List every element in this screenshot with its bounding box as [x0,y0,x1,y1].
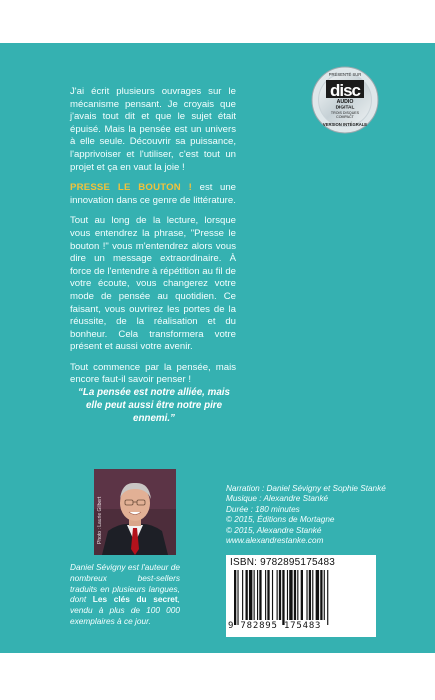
barcode-icon [232,570,372,625]
audio-cd-badge [311,66,379,134]
paragraph-intro: J'ai écrit plusieurs ouvrages sur le mécanisme pensant. Je croyais que j'avais tout dit et que le sujet était épuisé. Mais la pensée est un univers à elle seule. Découvrir sa puissance, l'apprivoiser et l'utiliser, c'est tout un projet et ça en vaut la joie ! [70,86,236,173]
barcode-digits: 9 782895 175483 [228,621,322,631]
badge-digital-text: DIGITAL [335,105,355,111]
badge-top-text: PRÉSENTÉ SUR [328,72,362,77]
credit-narration: Narration : Daniel Sévigny et Sophie Stanké [226,484,386,493]
photo-credit: Photo : Laurie Gilbert [97,496,103,544]
author-bio [70,562,180,627]
credit-copyright-stanke: © 2015, Alexandre Stanké [226,525,322,535]
badge-sub2-text: COMPACT [336,115,354,119]
presse-le-bouton-highlight: PRESSE LE BOUTON ! [70,182,193,194]
isbn-barcode-box [226,555,376,637]
paragraph-innovation-rest: est une innovation dans ce genre de littérature. [70,182,236,206]
production-credits [226,484,406,546]
credit-duration: Durée : 180 minutes [226,504,300,514]
paragraph-innovation [70,182,236,207]
credit-music: Musique : Alexandre Stanké [226,494,329,504]
bio-part2: , vendu à plus de 100 000 exemplaires à ce jour. [70,594,180,626]
credit-website: www.alexandrestanke.com [226,536,324,546]
pull-quote: “La pensée est notre alliée, mais elle peut aussi être notre pire ennemi.” [78,387,230,424]
badge-audio-text: AUDIO [336,99,354,105]
paragraph-closing: Tout commence par la pensée, mais encore faut-il savoir penser ! [70,361,236,386]
badge-sub1-text: TROIS DISQUES [330,111,360,115]
paragraph-description: Tout au long de la lecture, lorsque vous entendrez la phrase, "Presse le bouton !" vous m'entendrez alors vous dire un message extraordinaire. À force de l'entendre à répétition au fil de votre écoute, vous changerez votre mode de pensée au quotidien. Ce faisant, vous ouvrirez les portes de la réussite, de la réalisation et du bonheur. Cela transformera votre présent et aussi votre avenir. [70,215,236,353]
credit-copyright-mortagne: © 2015, Éditions de Mortagne [226,515,335,525]
badge-bottom-text: VERSION INTÉGRALE [322,122,368,127]
main-text-block [70,86,236,387]
bio-part1: Daniel Sévigny est l'auteur de nombreux best-sellers traduits en plusieurs langues, dont [70,562,180,605]
isbn-label: ISBN: 9782895175483 [230,557,335,568]
bio-book-title: Les clés du secret [92,594,178,605]
disc-logo-icon: disc [329,81,361,100]
